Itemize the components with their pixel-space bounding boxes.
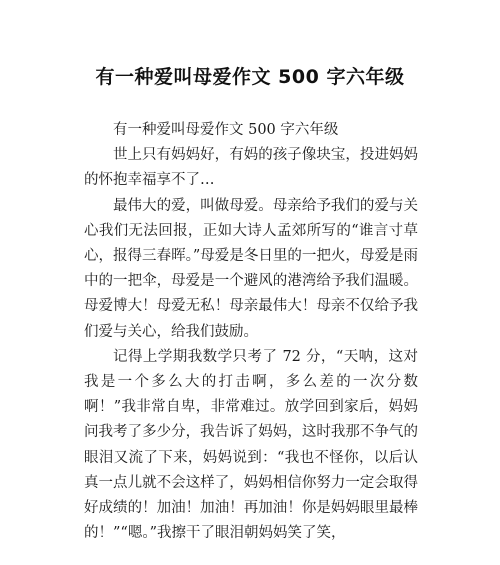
document-body <box>84 118 418 546</box>
paragraph: 记得上学期我数学只考了 72 分，“天呐，这对我是一个多么大的打击啊，多么差的一次分数啊！”我非常自卑，非常难过。放学回到家后，妈妈问我考了多少分，我告诉了妈妈，这时我那不争气的眼泪又流了下来，妈妈说到：“我也不怪你，以后认真一点儿就不会这样了，妈妈相信你努力一定会取得好成绩的！加油！加油！再加油！你是妈妈眼里最棒的！”“嗯。”我擦干了眼泪朝妈妈笑了笑， <box>84 348 418 542</box>
paragraph: 世上只有妈妈好，有妈的孩子像块宝，投进妈妈的怀抱幸福享不了… <box>84 147 418 189</box>
paragraph: 最伟大的爱，叫做母爱。母亲给予我们的爱与关心我们无法回报，正如大诗人孟郊所写的“谁言寸草心，报得三春晖。”母爱是冬日里的一把火，母爱是雨中的一把伞，母爱是一个避风的港湾给予我们温暖。母爱博大！母爱无私！母亲最伟大！母亲不仅给予我们爱与关心，给我们鼓励。 <box>84 197 418 340</box>
document-title: 有一种爱叫母爱作文 500 字六年级 <box>95 66 405 88</box>
paragraph: 有一种爱叫母爱作文 500 字六年级 <box>113 122 339 138</box>
